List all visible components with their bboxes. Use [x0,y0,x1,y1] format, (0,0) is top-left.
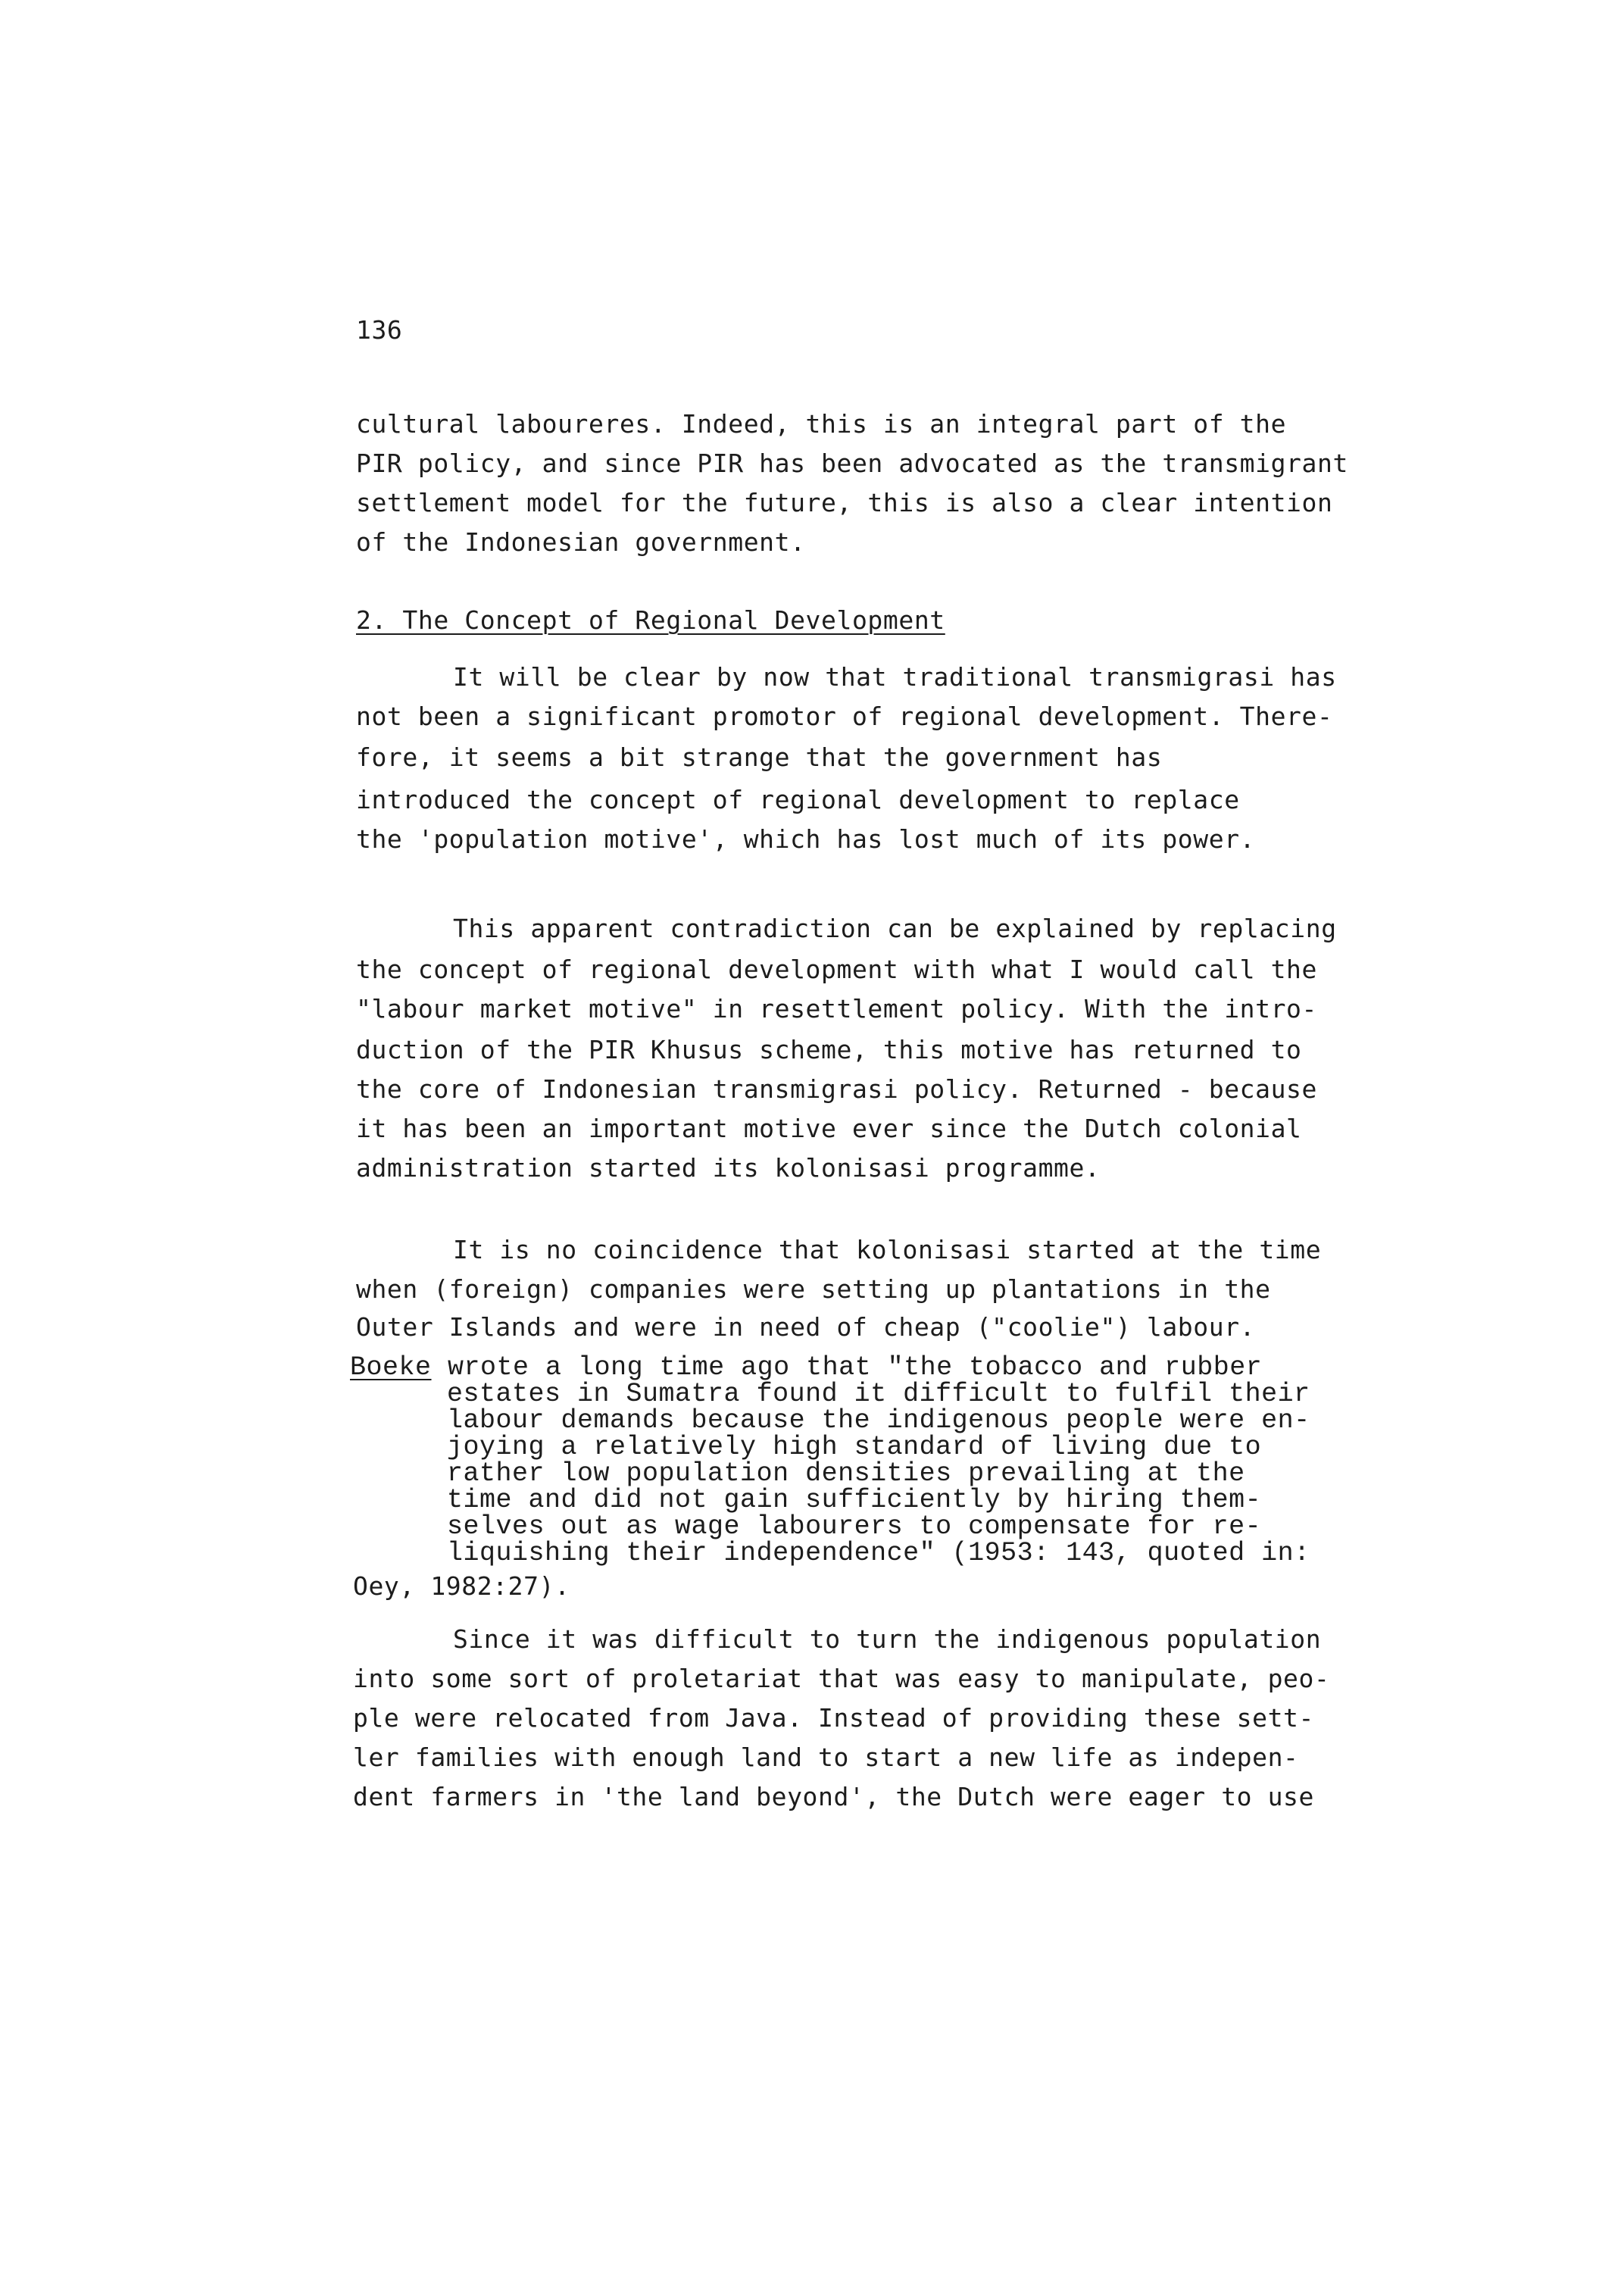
paragraph-line: when (foreign) companies were setting up plantations in the [356,1274,1271,1304]
paragraph-line: cultural laboureres. Indeed, this is an integral part of the [356,409,1287,439]
paragraph-line: This apparent contradiction can be explained by replacing [453,914,1337,943]
paragraph-line: the core of Indonesian transmigrasi policy. Returned - because [356,1074,1317,1104]
quote-line: selves out as wage labourers to compensate for re- [447,1511,1262,1542]
paragraph-line: "labour market motive" in resettlement policy. With the intro- [356,994,1317,1024]
paragraph-line: dent farmers in 'the land beyond', the Dutch were eager to use [353,1782,1314,1811]
paragraph-line: not been a significant promotor of regional development. There- [356,702,1333,731]
paragraph-line: settlement model for the future, this is also a clear intention [356,488,1333,517]
paragraph-line: ler families with enough land to start a new life as indepen- [353,1742,1299,1772]
paragraph-line: into some sort of proletariat that was easy to manipulate, peo- [353,1664,1330,1693]
quote-author: Boeke [350,1352,432,1383]
paragraph-line: Outer Islands and were in need of cheap ("coolie") labour. [356,1312,1256,1342]
quote-line: liquishing their independence" (1953: 143, quoted in: [447,1538,1310,1568]
page-number: 136 [356,315,403,345]
quote-line: joying a relatively high standard of living due to [447,1432,1262,1462]
paragraph-line: of the Indonesian government. [356,527,806,557]
paragraph-line: It will be clear by now that traditional transmigrasi has [453,662,1337,692]
quote-citation: Oey, 1982:27). [353,1571,570,1601]
paragraph-line: fore, it seems a bit strange that the government has [356,742,1163,772]
section-heading: 2. The Concept of Regional Development [356,605,945,635]
paragraph-line: introduced the concept of regional development to replace [356,785,1240,814]
quote-first-line [350,1352,1263,1383]
paragraph-line: the 'population motive', which has lost much of its power. [356,824,1256,854]
quote-line: estates in Sumatra found it difficult to fulfil their [447,1379,1310,1409]
paragraph-line: the concept of regional development with what I would call the [356,955,1317,984]
paragraph-line: ple were relocated from Java. Instead of providing these sett- [353,1703,1314,1733]
paragraph-line: PIR policy, and since PIR has been advocated as the transmigrant [356,449,1348,478]
paragraph-line: duction of the PIR Khusus scheme, this motive has returned to [356,1035,1302,1064]
quote-line: rather low population densities prevailing at the [447,1458,1245,1489]
quote-line: time and did not gain sufficiently by hiring them- [447,1485,1262,1515]
paragraph-line: administration started its kolonisasi programme. [356,1153,1101,1183]
paragraph-line: Since it was difficult to turn the indigenous population [453,1624,1322,1654]
quote-line: labour demands because the indigenous people were en- [447,1405,1310,1436]
quote-line: wrote a long time ago that "the tobacco and rubber [431,1352,1263,1383]
paragraph-line: it has been an important motive ever since the Dutch colonial [356,1114,1302,1143]
paragraph-line: It is no coincidence that kolonisasi started at the time [453,1235,1322,1264]
